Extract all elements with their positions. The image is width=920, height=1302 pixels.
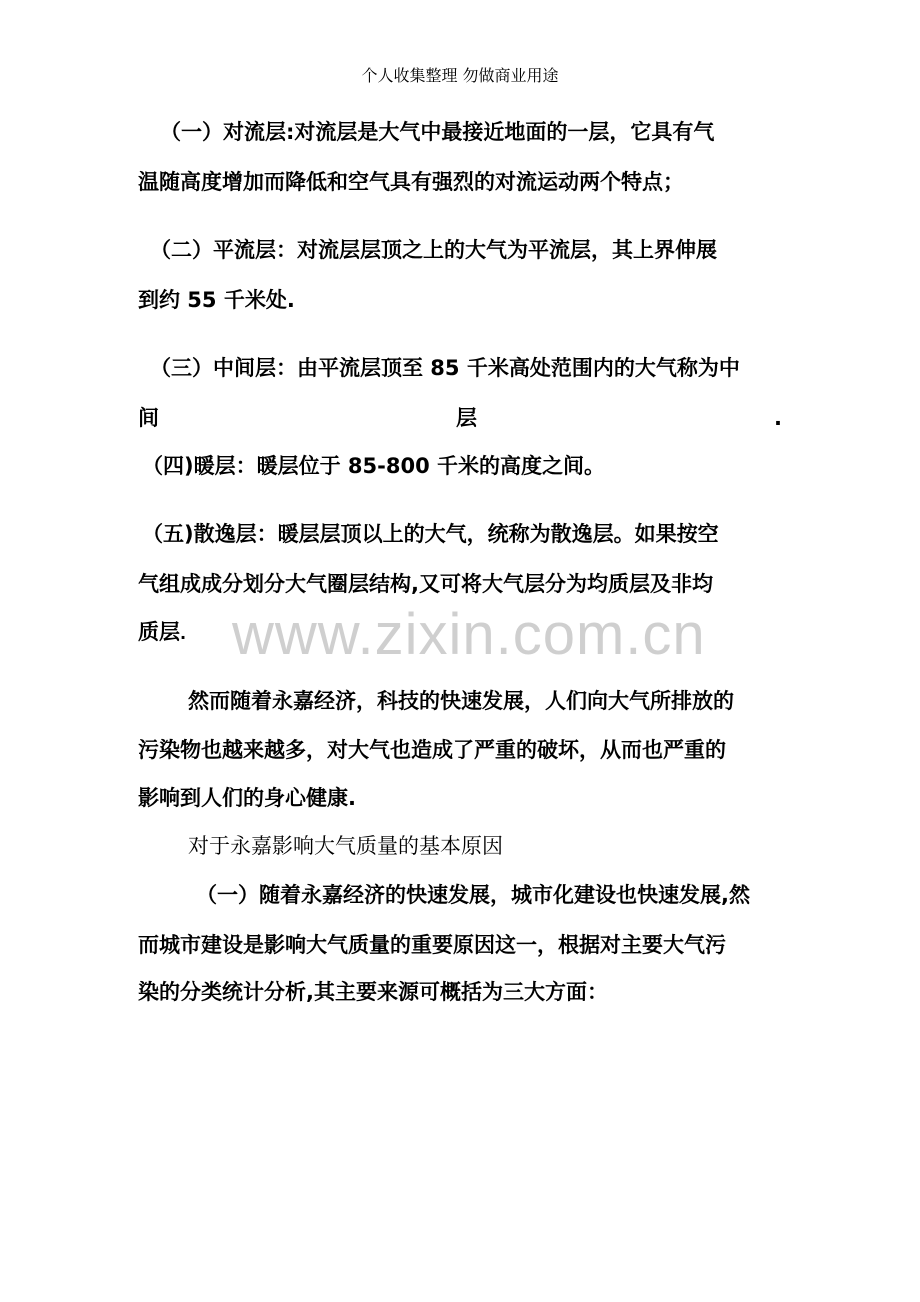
watermark: www.zixin.com.cn [232,602,706,667]
text-line: 污染物也越来越多，对大气也造成了严重的破坏，从而也严重的 [138,738,726,762]
text-line: 对于永嘉影响大气质量的基本原因 [188,834,503,858]
text-fragment: 质层 [138,620,180,644]
text-line: 温随高度增加而降低和空气具有强烈的对流运动两个特点； [138,170,684,194]
text-fragment: 层 [456,406,477,430]
text-line: （三）中间层：由平流层顶至 85 千米高处范围内的大气称为中 [150,356,740,380]
text-line: 然而随着永嘉经济，科技的快速发展，人们向大气所排放的 [188,689,734,713]
text-line: （一）对流层:对流层是大气中最接近地面的一层，它具有气 [160,120,715,144]
text-line: （二）平流层：对流层层顶之上的大气为平流层，其上界伸展 [150,238,717,262]
text-fragment: . [774,406,782,430]
text-line: 影响到人们的身心健康. [138,786,356,810]
text-fragment: . [180,624,187,643]
text-line: （四)暖层：暖层位于 85-800 千米的高度之间。 [142,454,605,478]
spread-text-line [138,403,782,433]
text-fragment: 间 [138,406,159,430]
text-line: 染的分类统计分析,其主要来源可概括为三大方面： [138,980,608,1004]
text-line: （五)散逸层：暖层层顶以上的大气，统称为散逸层。如果按空 [142,522,719,546]
text-line: （一）随着永嘉经济的快速发展，城市化建设也快速发展,然 [196,883,750,907]
text-line: 气组成成分划分大气圈层结构,又可将大气层分为均质层及非均 [138,572,713,596]
text-line: 而城市建设是影响大气质量的重要原因这一，根据对主要大气污 [138,933,726,957]
page-header: 个人收集整理 勿做商业用途 [361,66,559,85]
text-line: 到约 55 千米处. [138,288,295,312]
